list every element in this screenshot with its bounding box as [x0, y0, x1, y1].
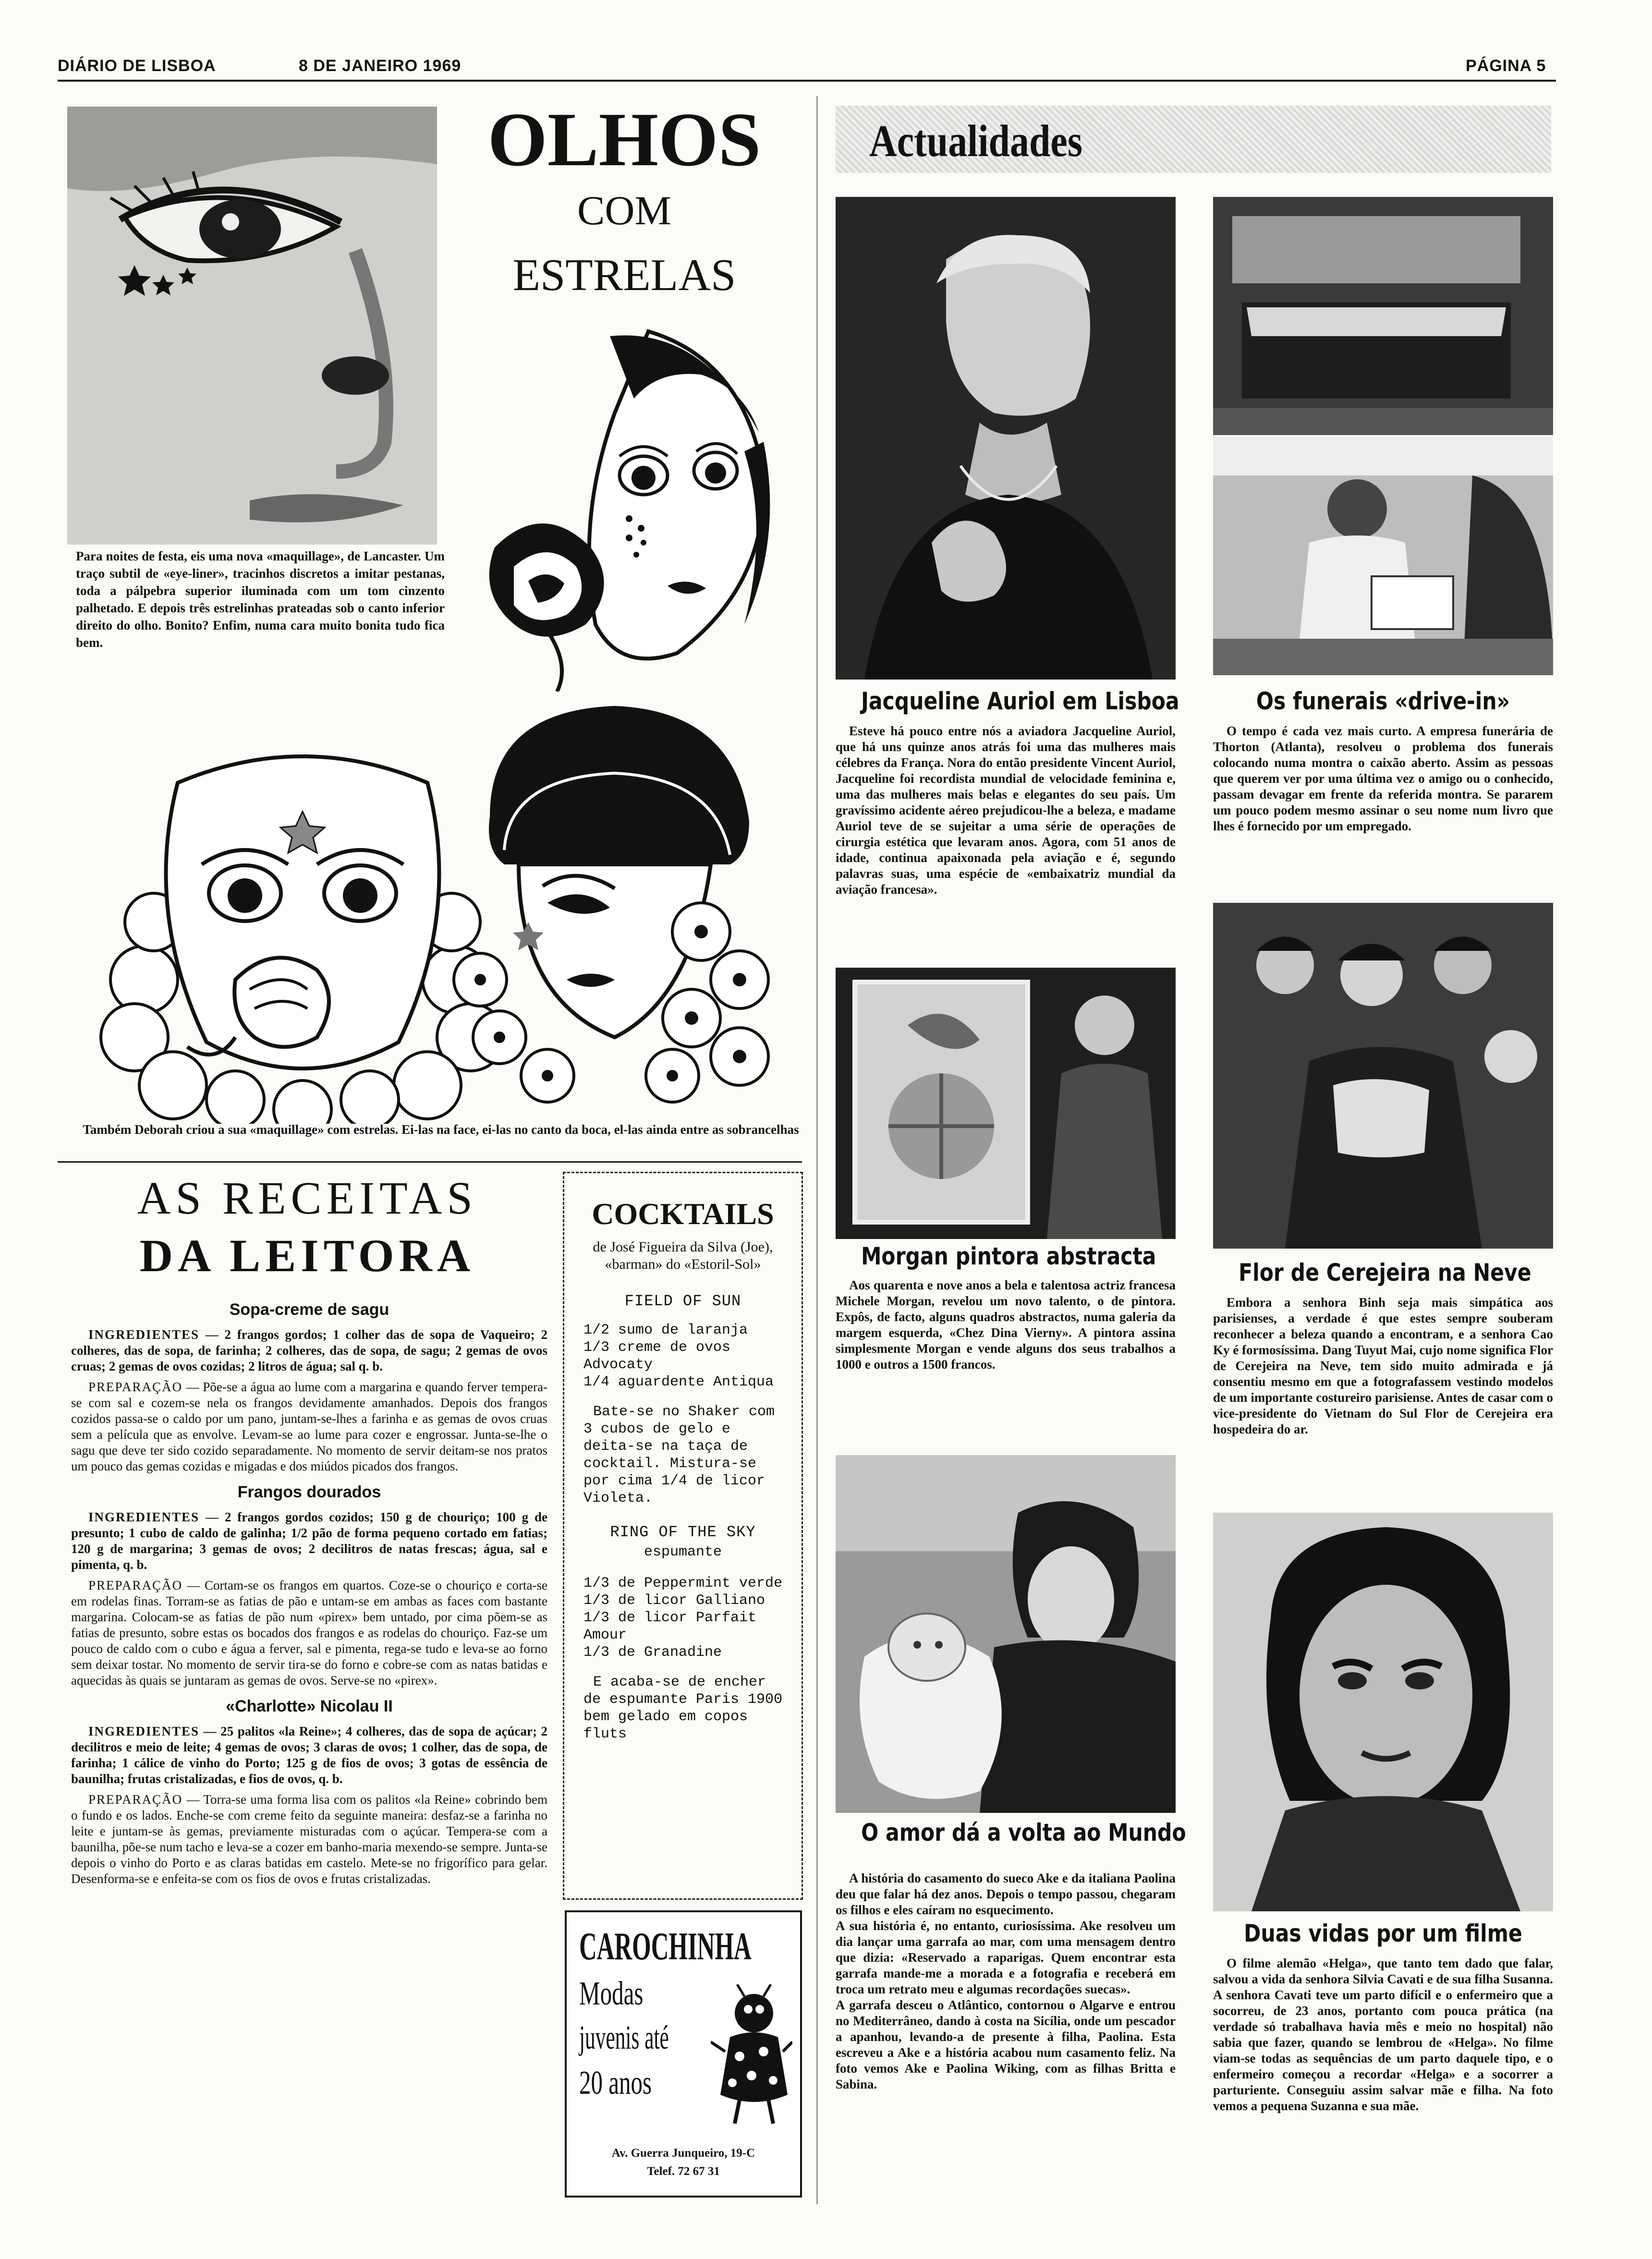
amor-photo [836, 1455, 1176, 1813]
recipe-title: Sopa-creme de sagu [229, 1300, 389, 1319]
funerais-article: O tempo é cada vez mais curto. A empresa funerária de Thorton (Atlanta), resolveu o problema dos funerais colocando numa montra o caixão aberto. Assim as pessoas que querem ver por uma última vez o amigo ou o conhecido, passam devagar em frente da referida montra. Se pararem um pouco podem mesmo assinar o seu nome num livro que lhes é fornecido por um empregado. [1213, 724, 1553, 833]
drink-recipe: 1/2 sumo de laranja 1/3 creme de ovos Advocaty 1/4 aguardente Antiqua [583, 1322, 774, 1390]
carochinha-ad [565, 1910, 802, 2198]
funerais-headline: Os funerais «drive-in» [1256, 687, 1510, 715]
olhos-title-line2: COM [577, 187, 671, 233]
header-rule [58, 80, 1556, 82]
recipe-ingredients: INGREDIENTES — 25 palitos «la Reine»; 4 colheres, das de sopa de açúcar; 2 decilitros e meio de leite; 4 gemas de ovos; 3 claras de ovos; 1 colher, das de sopa, de farinha; 1 cálice de vinho do Porto; 125 g de fios de ovos; 3 gotas de essência de baunilha; frutas cristalizadas, e fios de ovos, q. b. [71, 1724, 547, 1786]
makeup-caption-top: Para noites de festa, eis uma nova «maquillage», de Lancaster. Um traço subtil de «eye-liner», tracinhos discretos a imitar pestanas, toda a pálpebra superior iluminada com um tom cinzento palhetado. E depois três estrelinhas prateadas sob o canto inferior direito do olho. Bonito? Enfim, numa cara muito bonita tudo fica bem. [76, 549, 445, 650]
drink-name: FIELD OF SUN [624, 1292, 741, 1310]
olhos-title-line1: OLHOS [487, 97, 761, 182]
duas-vidas-photo [1213, 1513, 1553, 1911]
makeup-eye-photo [67, 107, 437, 545]
cerejeira-headline: Flor de Cerejeira na Neve [1239, 1259, 1531, 1287]
olhos-title-line3: ESTRELAS [512, 250, 736, 300]
recipe-title: «Charlotte» Nicolau II [226, 1697, 393, 1715]
drink-method: Bate-se no Shaker com 3 cubos de gelo e deita-se na taça de cocktail. Mistura-se por cima 1/4 de licor Violeta. [583, 1404, 775, 1506]
recipe-title: Frangos dourados [237, 1483, 381, 1501]
recipes-column [71, 1292, 547, 1892]
recipe-preparation: PREPARAÇÃO — Cortam-se os frangos em quartos. Coze-se o chouriço e corta-se em rodelas finas. Torram-se as fatias de pão e untam-se em ambas as faces com bastante margarina. Colocam-se as fatias de pão num «pirex» bem untado, por cima põem-se as fatias de presunto, sobre estas os bocados dos frangos e as rodelas do chouriço. Faz-se um pouco de caldo com o cubo e água a ferver, sal e pimenta, rega-se tudo e leva-se ao forno sem deixar tostar. No momento de servir tira-se do forno e cobre-se com as natas batidas e aquecidas às quais se juntaram as gemas de ovos. Serve-se no «pirex». [71, 1578, 547, 1688]
duas-vidas-article: O filme alemão «Helga», que tanto tem dado que falar, salvou a vida da senhora Silvia Cavati e de sua filha Susanna. A senhora Cavati teve um parto difícil e o enfermeiro que a socorreu, de 23 anos, portanto com pouca prática (na verdade só trabalhava havia mês e meio no hospital) não sabia que fazer, quando se lembrou de «Helga». No filme viam-se todas as sequências de um parto daquele tipo, e o enfermeiro começou a recordar «Helga» e a socorrer a parturiente. Conseguiu assim salvar mãe e filha. Na foto vemos a pequena Suzanna e sua mãe. [1213, 1956, 1553, 2113]
section-rule [58, 1161, 802, 1163]
recipe-ingredients: INGREDIENTES — 2 frangos gordos cozidos; 150 g de chouriço; 100 g de presunto; 1 cubo de caldo de galinha; 1/2 pão de forma pequeno cortado em fatias; 120 g de margarina; 3 gemas de ovos; 2 decilitros de natas frescas; água, sal e pimenta, q. b. [71, 1510, 547, 1572]
funeral-display-photo [1213, 197, 1553, 435]
recipe-preparation: PREPARAÇÃO — Torra-se uma forma lisa com os palitos «la Reine» cobrindo bem o fundo e os lados. Enche-se com creme feito da seguinte maneira: desfaz-se a farinha no leite e juntam-se às gemas, previamente misturadas com o açúcar. Tempera-se com a baunilha, põe-se num tacho e leva-se a cozer em banho-maria mexendo-se sempre. Junta-se depois o vinho do Porto e as claras batidas em castelo. Mete-se no frigorífico para gelar. Desenforma-se e enfeita-se com os fios de ovos e frutas cristalizadas. [71, 1792, 547, 1886]
ad-phone: Telef. 72 67 31 [647, 2165, 720, 2178]
column-separator [816, 96, 818, 2204]
amor-headline: O amor dá a volta ao Mundo [861, 1819, 1186, 1846]
page-number: PÁGINA 5 [1466, 57, 1546, 75]
ad-line3: 20 anos [579, 2065, 652, 2101]
recipe-preparation: PREPARAÇÃO — Põe-se a água ao lume com a margarina e quando ferver tempera-se com sal e cozem-se nela os frangos devidamente amanhados. Depois dos frangos cozidos passa-se o caldo por um pano, juntam-se-lhes a farinha e as gemas de ovos cruas sem a película que as envolve. Levam-se ao lume para cozer e engrossar. Junta-se-lhe o sagu que deve ter sido cozido separadamente. No momento de servir deitam-se nos pratos um pouco das gemas cozidas e migadas e dos miúdos picados dos frangos. [71, 1380, 547, 1473]
actualidades-banner [836, 106, 1551, 173]
actualidades-title: Actualidades [869, 116, 1082, 166]
cocktails-byline: de José Figueira da Silva (Joe), «barman» do «Estoril-Sol» [593, 1239, 773, 1272]
illustration-face-flowers-hat [423, 692, 807, 1114]
ad-line2: juvenis até [579, 2019, 669, 2056]
cerejeira-article: Embora a senhora Binh seja mais simpática aos parisienses, a verdade é que estes sempre souberam reconhecer a beleza quando a encontram, e a senhora Cao Ky é formosíssima. Dang Tuyut Mai, cujo nome significa Flor de Cerejeira na Neve, tem sido muito admirada e já consentiu mesmo em que a fotografassem vestindo modelos de um importante costureiro parisiense. Antes de casar com o vice-presidente do Vietnam do Sul Flor de Cerejeira era hospedeira do ar. [1213, 1295, 1553, 1436]
auriol-article: Esteve há pouco entre nós a aviadora Jacqueline Auriol, que há uns quinze anos atrás foi uma das mulheres mais célebres da França. Nora do então presidente Vincent Auriol, Jacqueline foi recordista mundial de velocidade feminina e, uma das mulheres mais belas e elegantes do seu país. Um gravíssimo acidente aéreo prejudicou-lhe a beleza, e madame Auriol teve de se sujeitar a uma série de operações de cirurgia estética que levaram anos. Agora, com 51 anos de idade, continua apaixonada pela aviação e é, segundo palavras suas, uma espécie de «embaixatriz mundial da aviação francesa». [836, 724, 1176, 897]
issue-date: 8 DE JANEIRO 1969 [299, 57, 462, 75]
newspaper-name: DIÁRIO DE LISBOA [58, 57, 216, 75]
auriol-photo [836, 197, 1176, 680]
morgan-headline: Morgan pintora abstracta [861, 1242, 1156, 1270]
morgan-photo [836, 968, 1176, 1239]
makeup-caption-bottom: Também Deborah criou a sua «maquillage» com estrelas. Ei-las na face, ei-las no canto da boca, el-las ainda entre as sobrancelhas [83, 1122, 799, 1137]
drink-name: RING OF THE SKY [610, 1523, 756, 1541]
cocktails-title: COCKTAILS [592, 1197, 774, 1231]
duas-vidas-headline: Duas vidas por um filme [1244, 1919, 1522, 1947]
drink-recipe: 1/3 de Peppermint verde 1/3 de licor Galliano 1/3 de licor Parfait Amour 1/3 de Granadine [583, 1575, 783, 1661]
morgan-article: Aos quarenta e nove anos a bela e talentosa actriz francesa Michele Morgan, revelou um novo talento, o de pintora. Expôs, de facto, alguns quadros abstractos, numa galeria da margem esquerda, «Chez Dina Vierny». A pintora assina simplesmente Morgan e vende alguns dos seus trabalhos a 1000 e outros a 1500 francos. [836, 1278, 1176, 1372]
drink-subtitle: espumante [644, 1544, 722, 1560]
funeral-book-photo [1213, 437, 1553, 675]
recipe-ingredients: INGREDIENTES — 2 frangos gordos; 1 colher das de sopa de Vaqueiro; 2 colheres, das de sopa, de farinha; 2 colheres, das de sopa, de sagu; 2 gemas de ovos cruas; 2 gemas de ovos cozidas; 2 litros de água; sal q. b. [71, 1327, 547, 1373]
ladybug-mascot-icon [711, 1984, 792, 2128]
illustration-face-flower [475, 317, 788, 692]
ad-brand: CAROCHINHA [579, 1924, 752, 1968]
cerejeira-photo [1213, 903, 1553, 1249]
amor-article: A história do casamento do sueco Ake e da italiana Paolina deu que falar há dez anos. Depois o tempo passou, chegaram os filhos e eles caíram no esquecimento. A sua história é, no entanto, curiosíssima. Ake resolveu um dia lançar uma garrafa ao mar, com uma mensagem dentro que dizia: «Reservado a raparigas. Quem encontrar esta garrafa mande-me a morada e a fotografia e receberá em troca um retrato meu e algumas recordações suecas». A garrafa desceu o Atlântico, contornou o Algarve e entrou no Mediterrâneo, dando à costa na Sicília, onde um pescador a apanhou, levando-a de presente à filha, Paolina. Esta escreveu a Ake e a história acabou num casamento feliz. Na foto vemos Ake e Paolina Wiking, com as filhas Britta e Sabina. [836, 1871, 1176, 2091]
ad-line1: Modas [579, 1975, 644, 2012]
receitas-title-line1: AS RECEITAS [137, 1172, 477, 1224]
drink-method: E acaba-se de encher de espumante Paris 1900 bem gelado em copos fluts [583, 1674, 783, 1742]
auriol-headline: Jacqueline Auriol em Lisboa [861, 687, 1179, 715]
ad-address: Av. Guerra Junqueiro, 19-C [611, 2147, 755, 2160]
cocktails-box [563, 1172, 803, 1900]
receitas-title-line2: DA LEITORA [139, 1230, 475, 1281]
